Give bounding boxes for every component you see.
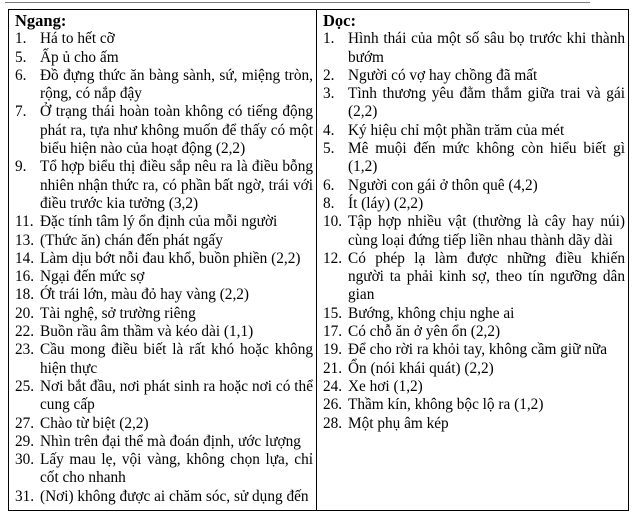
clue-number: 19. — [323, 341, 343, 359]
clue-text: Để cho rời ra khỏi tay, không cầm giữ nữa — [348, 341, 608, 359]
clue-item — [14, 341, 313, 378]
clue-item — [14, 49, 313, 67]
clue-text: Tài nghệ, sở trường riêng — [40, 304, 196, 322]
clue-number: 16. — [15, 268, 35, 286]
clue-text: Hình thái của một số sâu bọ trước khi thành bướm — [348, 30, 625, 66]
clue-text: Nơi bắt đầu, nơi phát sinh ra hoặc nơi có thể cung cấp — [40, 377, 313, 414]
clue-number: 6. — [323, 176, 335, 194]
down-heading: Dọc: — [323, 11, 356, 30]
clue-text: Đặc tính tâm lý ổn định của mỗi người — [40, 213, 278, 231]
clue-text: Nhìn trên đại thể mà đoán định, ước lượng — [40, 432, 301, 450]
clue-text: (Nơi) không được ai chăm sóc, sử dụng đến — [40, 487, 309, 505]
clue-item — [14, 103, 313, 158]
clue-text: Ấp ủ cho ấm — [40, 48, 119, 66]
clue-item — [14, 213, 313, 231]
clue-item — [14, 433, 313, 451]
clue-text: Ớt trái lớn, màu đỏ hay vàng (2,2) — [40, 286, 250, 304]
clue-number: 6. — [15, 66, 27, 84]
clue-text: Ổn (nói khái quát) (2,2) — [348, 359, 494, 377]
clue-item — [322, 323, 625, 341]
clue-number: 12. — [323, 249, 343, 267]
clue-text: Buồn rầu âm thầm và kéo dài (1,1) — [40, 323, 254, 341]
clue-number: 17. — [323, 323, 343, 341]
clue-text: Xe hơi (1,2) — [348, 377, 423, 395]
clue-text: Ký hiệu chỉ một phần trăm của mét — [348, 121, 565, 139]
clue-item — [322, 250, 625, 305]
clue-text: Một phụ âm kép — [348, 414, 449, 432]
clue-number: 27. — [15, 414, 35, 432]
clue-item — [14, 30, 313, 48]
clue-text: Tình thương yêu đằm thắm giữa trai và gái (2,2) — [348, 85, 625, 121]
clue-number: 3. — [323, 85, 335, 103]
clue-item — [14, 268, 313, 286]
clue-text: Bướng, không chịu nghe ai — [348, 304, 515, 322]
clue-number: 31. — [15, 487, 35, 505]
clue-item — [322, 85, 625, 122]
clue-item — [322, 67, 625, 85]
clue-item — [322, 305, 625, 323]
clue-text: Ngại đến mức sợ — [40, 268, 145, 286]
clue-item — [322, 360, 625, 378]
clue-item — [14, 488, 313, 506]
across-heading: Ngang: — [15, 11, 67, 30]
clue-number: 29. — [15, 432, 35, 450]
clue-item — [14, 305, 313, 323]
clue-number: 5. — [15, 48, 27, 66]
clue-item — [14, 323, 313, 341]
clue-number: 26. — [323, 396, 343, 414]
clue-item — [14, 451, 313, 488]
clue-text: Người con gái ở thôn quê (4,2) — [348, 176, 538, 194]
clue-text: Ở trạng thái hoàn toàn không có tiếng động phát ra, tựa như không muốn để thấy có một biểu hiện nào của hoạt động (2,2) — [40, 103, 313, 158]
clue-text: Tập hợp nhiều vật (thường là cây hay núi) cùng loại đứng tiếp liền nhau thành dãy dài — [348, 213, 625, 249]
down-clue-list — [322, 30, 625, 433]
clue-text: Thầm kín, không bộc lộ ra (1,2) — [348, 396, 544, 414]
clue-text: Tổ hợp biểu thị điều sắp nêu ra là điều bỗng nhiên nhận thức ra, có phần bất ngờ, trái với điều trước kia tưởng (3,2) — [40, 158, 313, 212]
clue-number: 15. — [323, 304, 343, 322]
top-rule-line — [5, 2, 590, 3]
clue-text: Có phép lạ làm được những điều khiến người ta phải kinh sợ, theo tín ngưỡng dân gian — [348, 249, 625, 304]
clue-item — [14, 67, 313, 104]
clue-text: Người có vợ hay chồng đã mất — [348, 66, 538, 84]
clue-number: 1. — [323, 30, 335, 48]
clue-number: 25. — [15, 377, 35, 395]
clue-number: 11. — [15, 213, 34, 231]
clue-number: 24. — [323, 377, 343, 395]
clue-item — [322, 415, 625, 433]
clue-number: 18. — [15, 286, 35, 304]
clue-text: Ít (láy) (2,2) — [348, 194, 424, 212]
clue-item — [322, 122, 625, 140]
clue-item — [14, 378, 313, 415]
clue-number: 1. — [15, 30, 27, 48]
clue-number: 7. — [15, 103, 27, 121]
clue-item — [322, 177, 625, 195]
clue-number: 30. — [15, 451, 35, 469]
clue-number: 14. — [15, 249, 35, 267]
clue-text: Chào từ biệt (2,2) — [40, 414, 149, 432]
clue-text: (Thức ăn) chán đến phát ngấy — [40, 231, 223, 249]
clue-number: 20. — [15, 304, 35, 322]
clue-text: Lấy mau lẹ, vội vàng, không chọn lựa, chỉ cốt cho nhanh — [40, 451, 313, 487]
across-clue-list — [14, 30, 313, 506]
clue-text: Đồ đựng thức ăn bàng sành, sứ, miệng tròn, rộng, có nắp đậy — [40, 66, 313, 103]
clue-item — [322, 140, 625, 177]
clue-number: 22. — [15, 323, 35, 341]
clue-item — [322, 213, 625, 250]
clue-text: Cầu mong điều biết là rất khó hoặc không hiện thực — [40, 341, 313, 377]
clue-number: 13. — [15, 231, 35, 249]
clue-item — [14, 415, 313, 433]
clue-text: Mê muội đến mức không còn hiểu biết gì (1,2) — [348, 140, 625, 176]
clue-number: 9. — [15, 158, 27, 176]
clue-text: Có chỗ ăn ở yên ổn (2,2) — [348, 323, 501, 341]
clue-item — [14, 158, 313, 213]
across-column — [9, 10, 317, 510]
clue-number: 8. — [323, 194, 335, 212]
clue-number: 21. — [323, 359, 343, 377]
clue-item — [322, 30, 625, 67]
clue-text: Há to hết cỡ — [40, 30, 115, 48]
clue-item — [14, 286, 313, 304]
clue-item — [322, 378, 625, 396]
clue-item — [322, 396, 625, 414]
clue-number: 5. — [323, 140, 335, 158]
clue-number: 23. — [15, 341, 35, 359]
crossword-clue-table — [8, 9, 629, 511]
clue-number: 4. — [323, 121, 335, 139]
clue-item — [14, 232, 313, 250]
clue-text: Làm dịu bớt nỗi đau khổ, buồn phiền (2,2) — [40, 249, 301, 267]
down-column — [317, 10, 628, 510]
clue-item — [322, 341, 625, 359]
clue-number: 28. — [323, 414, 343, 432]
clue-item — [322, 195, 625, 213]
clue-number: 2. — [323, 66, 335, 84]
clue-number: 10. — [323, 213, 343, 231]
clue-item — [14, 250, 313, 268]
